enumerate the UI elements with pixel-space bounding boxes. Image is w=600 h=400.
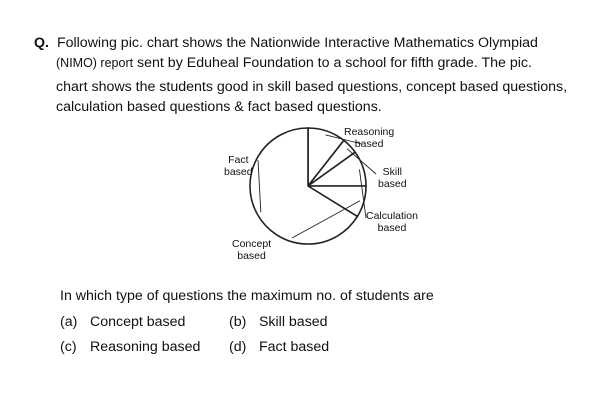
- label-concept-line1: Concept: [232, 238, 272, 250]
- label-skill-line1: Skill: [382, 166, 402, 178]
- option-c-text: Reasoning based: [89, 339, 201, 355]
- question-number: Q.: [34, 35, 49, 51]
- label-fact-line2: based: [224, 166, 253, 178]
- option-c[interactable]: [60, 339, 200, 355]
- label-concept-line2: based: [237, 250, 266, 262]
- question-line-4: calculation based questions & fact based questions.: [56, 99, 382, 115]
- option-d-text: Fact based: [258, 339, 330, 355]
- label-reasoning: [344, 126, 394, 150]
- label-concept: [232, 238, 271, 262]
- label-calculation: [366, 210, 418, 234]
- pie-chart: [210, 122, 450, 272]
- option-a-tag: (a): [60, 314, 78, 330]
- option-d-tag: (d): [229, 339, 247, 355]
- question-line-2: [56, 54, 532, 72]
- label-skill-line2: based: [378, 178, 407, 190]
- question-line-1: [34, 34, 538, 52]
- question-line-2-small: (NIMO) report: [56, 56, 134, 70]
- question-line-1-text: Following pic. chart shows the Nationwide Interactive Mathematics Olympiad: [56, 35, 538, 51]
- option-c-tag: (c): [60, 339, 77, 355]
- question-prompt: In which type of questions the maximum no. of students are: [60, 288, 434, 304]
- label-calculation-line2: based: [377, 222, 407, 234]
- label-calculation-line1: Calculation: [366, 210, 418, 222]
- label-skill: [378, 166, 407, 190]
- question-line-3: chart shows the students good in skill based questions, concept based questions,: [56, 79, 568, 95]
- question-line-2-text: sent by Eduheal Foundation to a school for fifth grade. The pic.: [137, 55, 532, 71]
- option-a[interactable]: [60, 314, 185, 330]
- option-d[interactable]: [229, 339, 329, 355]
- option-b-text: Skill based: [258, 314, 328, 330]
- label-fact-line1: Fact: [228, 154, 249, 166]
- label-fact: [224, 154, 253, 178]
- option-b-tag: (b): [229, 314, 247, 330]
- label-reasoning-line1: Reasoning: [344, 126, 395, 138]
- label-reasoning-line2: based: [354, 138, 384, 150]
- option-a-text: Concept based: [89, 314, 186, 330]
- option-b[interactable]: [229, 314, 328, 330]
